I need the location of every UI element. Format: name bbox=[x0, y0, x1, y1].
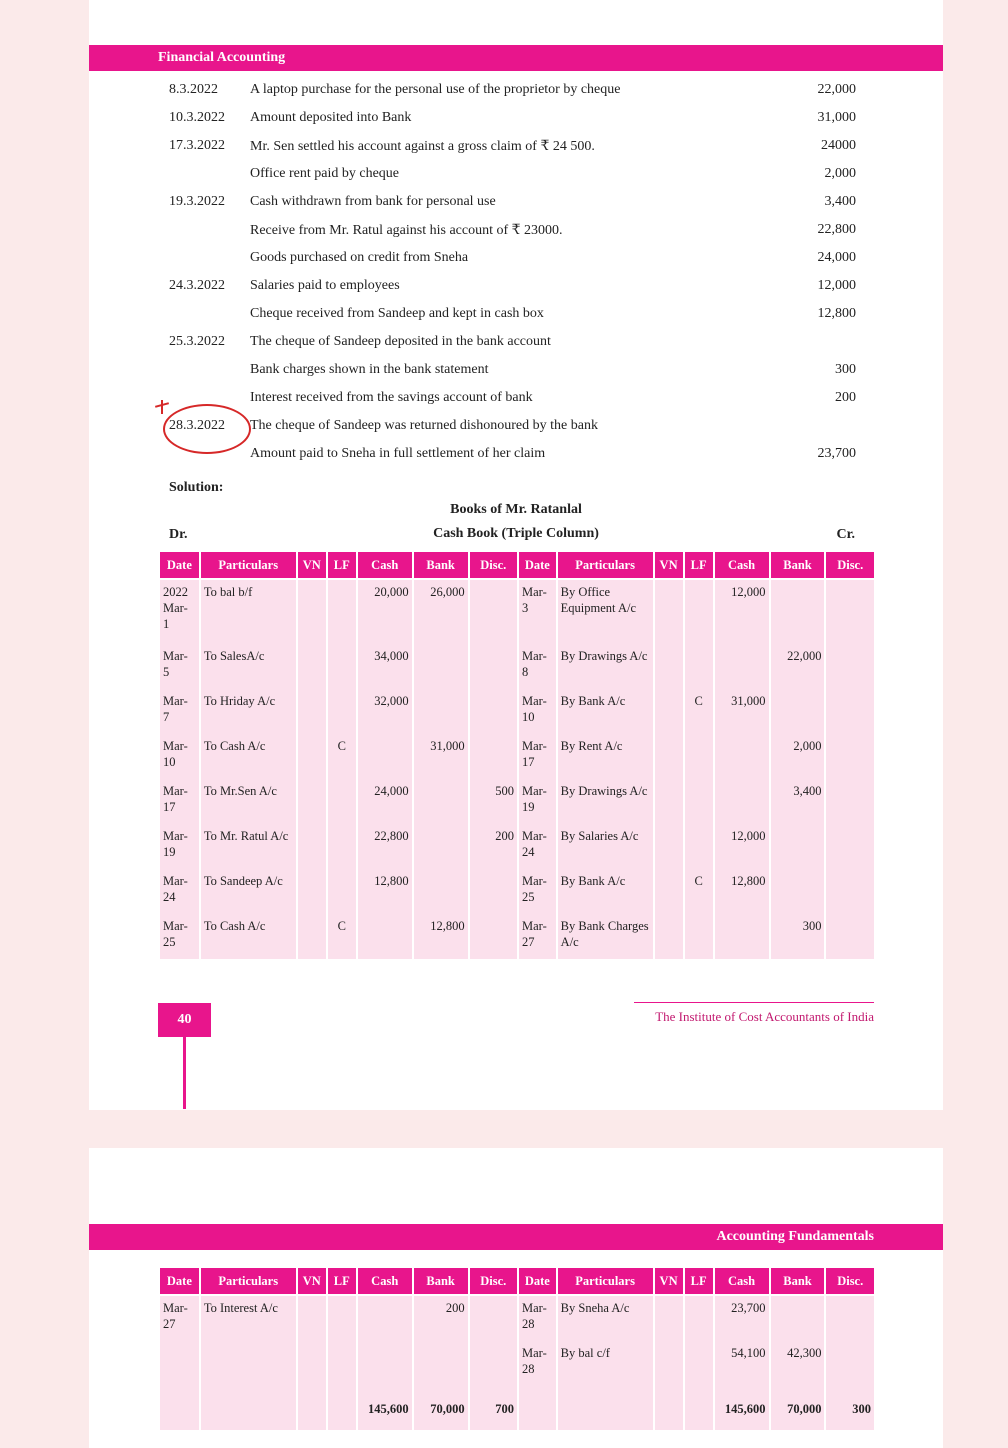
transaction-text: Interest received from the savings account of bank bbox=[250, 390, 533, 405]
transaction-amount: 22,800 bbox=[817, 222, 856, 237]
table-cell: By Sneha A/c bbox=[558, 1296, 653, 1341]
page-number: 40 bbox=[158, 1003, 211, 1037]
table-cell bbox=[298, 1341, 326, 1386]
column-header: Date bbox=[160, 552, 199, 580]
table-cell: Mar- 27 bbox=[519, 914, 556, 959]
table-cell bbox=[655, 1296, 683, 1341]
table-cell: C bbox=[685, 689, 713, 734]
total-cell bbox=[558, 1386, 653, 1430]
transaction-row bbox=[89, 138, 943, 166]
table-cell: Mar- 7 bbox=[160, 689, 199, 734]
total-cell: 700 bbox=[470, 1386, 517, 1430]
table-cell: By Drawings A/c bbox=[558, 644, 653, 689]
table-cell: 300 bbox=[771, 914, 825, 959]
transaction-row bbox=[89, 82, 943, 110]
table-cell bbox=[655, 779, 683, 824]
transaction-amount: 31,000 bbox=[817, 110, 856, 125]
transaction-text: Cash withdrawn from bank for personal use bbox=[250, 194, 496, 209]
transaction-text: Amount paid to Sneha in full settlement of her claim bbox=[250, 446, 546, 461]
transaction-text: Cheque received from Sandeep and kept in cash box bbox=[250, 306, 544, 321]
table-cell bbox=[655, 824, 683, 869]
totals-row bbox=[160, 1386, 874, 1430]
transaction-amount: 2,000 bbox=[824, 166, 856, 181]
table-cell bbox=[715, 734, 769, 779]
transaction-amount: 300 bbox=[835, 362, 856, 377]
table-cell: 200 bbox=[414, 1296, 468, 1341]
column-header: Disc. bbox=[826, 1268, 874, 1296]
table-cell: 3,400 bbox=[771, 779, 825, 824]
column-header: LF bbox=[328, 552, 356, 580]
column-header: Bank bbox=[771, 552, 825, 580]
column-header: Cash bbox=[358, 1268, 412, 1296]
table-cell: Mar- 27 bbox=[160, 1296, 199, 1341]
table-cell: To bal b/f bbox=[201, 580, 296, 644]
table-cell bbox=[655, 644, 683, 689]
column-header: VN bbox=[655, 1268, 683, 1296]
table-cell bbox=[328, 580, 356, 644]
table-cell: Mar- 25 bbox=[160, 914, 199, 959]
total-cell bbox=[328, 1386, 356, 1430]
cash-book-table bbox=[158, 552, 876, 959]
table-cell bbox=[358, 1341, 412, 1386]
page-one bbox=[89, 0, 943, 1110]
table-row bbox=[160, 914, 874, 959]
table-cell: To Mr.Sen A/c bbox=[201, 779, 296, 824]
table-cell: Mar- 8 bbox=[519, 644, 556, 689]
table-cell bbox=[298, 914, 326, 959]
table-cell: 12,800 bbox=[715, 869, 769, 914]
table-cell: By Drawings A/c bbox=[558, 779, 653, 824]
transaction-text: Goods purchased on credit from Sneha bbox=[250, 250, 469, 265]
table-cell bbox=[328, 824, 356, 869]
table-cell: Mar- 24 bbox=[519, 824, 556, 869]
table-cell: By Salaries A/c bbox=[558, 824, 653, 869]
table-cell bbox=[358, 914, 412, 959]
transaction-amount: 24,000 bbox=[817, 250, 856, 265]
table-cell: Mar- 28 bbox=[519, 1296, 556, 1341]
transaction-amount: 22,000 bbox=[817, 82, 856, 97]
page-number-stem bbox=[183, 1037, 186, 1109]
table-cell bbox=[826, 779, 874, 824]
transaction-text: The cheque of Sandeep deposited in the bank account bbox=[250, 334, 551, 349]
table-cell bbox=[685, 824, 713, 869]
table-cell bbox=[771, 1296, 825, 1341]
column-header: Cash bbox=[715, 1268, 769, 1296]
column-header: Date bbox=[519, 1268, 556, 1296]
table-cell: Mar- 17 bbox=[160, 779, 199, 824]
table-cell bbox=[298, 644, 326, 689]
table-cell: 2022 Mar- 1 bbox=[160, 580, 199, 644]
cashbook-title: Cash Book (Triple Column) bbox=[433, 526, 599, 541]
table-row bbox=[160, 1296, 874, 1341]
handwritten-circle-annotation bbox=[163, 404, 251, 454]
table-cell bbox=[685, 734, 713, 779]
column-header: LF bbox=[685, 552, 713, 580]
transaction-amount: 3,400 bbox=[824, 194, 856, 209]
table-cell: 12,800 bbox=[414, 914, 468, 959]
table-cell bbox=[414, 689, 468, 734]
table-cell: 12,000 bbox=[715, 824, 769, 869]
table-row bbox=[160, 644, 874, 689]
table-cell bbox=[826, 580, 874, 644]
table-cell bbox=[685, 914, 713, 959]
table-row bbox=[160, 734, 874, 779]
table-cell bbox=[470, 644, 517, 689]
total-cell bbox=[655, 1386, 683, 1430]
table-cell: 42,300 bbox=[771, 1341, 825, 1386]
table-cell: To Mr. Ratul A/c bbox=[201, 824, 296, 869]
table-cell bbox=[470, 734, 517, 779]
table-cell: 500 bbox=[470, 779, 517, 824]
table-cell: By Rent A/c bbox=[558, 734, 653, 779]
table-cell: 12,800 bbox=[358, 869, 412, 914]
transaction-text: Salaries paid to employees bbox=[250, 278, 400, 293]
table-cell: Mar- 19 bbox=[160, 824, 199, 869]
column-header: VN bbox=[298, 552, 326, 580]
transaction-text: Receive from Mr. Ratul against his account of ₹ 23000. bbox=[250, 223, 563, 238]
transaction-row bbox=[89, 334, 943, 362]
table-cell: Mar- 5 bbox=[160, 644, 199, 689]
table-cell bbox=[685, 644, 713, 689]
books-title: Books of Mr. Ratanlal bbox=[450, 502, 582, 517]
table-cell bbox=[298, 779, 326, 824]
column-header: Cash bbox=[358, 552, 412, 580]
transaction-amount: 23,700 bbox=[817, 446, 856, 461]
table-cell: Mar- 10 bbox=[519, 689, 556, 734]
debit-label: Dr. bbox=[169, 527, 188, 542]
table-cell bbox=[358, 1296, 412, 1341]
column-header: Bank bbox=[414, 1268, 468, 1296]
table-cell bbox=[328, 1341, 356, 1386]
transaction-date: 24.3.2022 bbox=[169, 278, 225, 293]
credit-label: Cr. bbox=[836, 527, 855, 542]
transaction-row bbox=[89, 362, 943, 390]
transaction-date: 17.3.2022 bbox=[169, 138, 225, 153]
page-two bbox=[89, 1148, 943, 1448]
table-cell: 20,000 bbox=[358, 580, 412, 644]
table-cell: 24,000 bbox=[358, 779, 412, 824]
chapter-title: Financial Accounting bbox=[158, 50, 286, 65]
table-cell: 12,000 bbox=[715, 580, 769, 644]
transaction-row bbox=[89, 110, 943, 138]
table-cell bbox=[298, 689, 326, 734]
table-cell: 31,000 bbox=[715, 689, 769, 734]
table-cell bbox=[771, 689, 825, 734]
column-header: Disc. bbox=[470, 552, 517, 580]
total-cell bbox=[160, 1386, 199, 1430]
table-cell bbox=[414, 1341, 468, 1386]
table-cell bbox=[414, 824, 468, 869]
table-cell: By bal c/f bbox=[558, 1341, 653, 1386]
table-cell: 54,100 bbox=[715, 1341, 769, 1386]
handwritten-mark bbox=[161, 400, 163, 414]
table-cell: 23,700 bbox=[715, 1296, 769, 1341]
table-cell bbox=[771, 580, 825, 644]
transaction-amount: 12,800 bbox=[817, 306, 856, 321]
column-header: Particulars bbox=[201, 1268, 296, 1296]
column-header: Particulars bbox=[201, 552, 296, 580]
table-cell bbox=[328, 779, 356, 824]
table-cell: By Bank Charges A/c bbox=[558, 914, 653, 959]
table-row bbox=[160, 580, 874, 644]
table-cell bbox=[655, 689, 683, 734]
table-cell bbox=[328, 644, 356, 689]
table-cell bbox=[655, 914, 683, 959]
table-cell bbox=[771, 869, 825, 914]
table-cell bbox=[414, 644, 468, 689]
table-cell bbox=[470, 580, 517, 644]
table-cell: Mar- 25 bbox=[519, 869, 556, 914]
table-cell bbox=[826, 734, 874, 779]
table-cell bbox=[826, 689, 874, 734]
table-cell: By Bank A/c bbox=[558, 869, 653, 914]
table-cell bbox=[655, 580, 683, 644]
column-header: Bank bbox=[771, 1268, 825, 1296]
chapter-header bbox=[89, 45, 943, 71]
table-cell bbox=[655, 869, 683, 914]
transaction-amount: 24000 bbox=[821, 138, 856, 153]
table-cell: Mar- 17 bbox=[519, 734, 556, 779]
table-cell: To Interest A/c bbox=[201, 1296, 296, 1341]
table-cell: Mar- 28 bbox=[519, 1341, 556, 1386]
table-cell bbox=[414, 869, 468, 914]
column-header: LF bbox=[328, 1268, 356, 1296]
table-cell: C bbox=[328, 734, 356, 779]
table-header-row bbox=[160, 552, 874, 580]
table-cell bbox=[826, 914, 874, 959]
table-cell: To Cash A/c bbox=[201, 734, 296, 779]
table-cell bbox=[298, 580, 326, 644]
table-row bbox=[160, 689, 874, 734]
table-cell: Mar- 3 bbox=[519, 580, 556, 644]
column-header: Particulars bbox=[558, 552, 653, 580]
transaction-text: Office rent paid by cheque bbox=[250, 166, 400, 181]
column-header: Date bbox=[160, 1268, 199, 1296]
table-cell bbox=[328, 689, 356, 734]
table-cell: 32,000 bbox=[358, 689, 412, 734]
transaction-row bbox=[89, 278, 943, 306]
table-cell: Mar- 19 bbox=[519, 779, 556, 824]
table-cell bbox=[470, 1341, 517, 1386]
transaction-amount: 200 bbox=[835, 390, 856, 405]
table-row bbox=[160, 779, 874, 824]
table-cell: 22,800 bbox=[358, 824, 412, 869]
table-row bbox=[160, 869, 874, 914]
table-cell: To SalesA/c bbox=[201, 644, 296, 689]
transaction-amount: 12,000 bbox=[817, 278, 856, 293]
table-cell bbox=[685, 580, 713, 644]
table-cell bbox=[201, 1341, 296, 1386]
table-cell: 2,000 bbox=[771, 734, 825, 779]
table-cell bbox=[470, 869, 517, 914]
table-cell bbox=[826, 824, 874, 869]
table-row bbox=[160, 1341, 874, 1386]
column-header: Cash bbox=[715, 552, 769, 580]
table-cell bbox=[826, 644, 874, 689]
total-cell bbox=[685, 1386, 713, 1430]
column-header: Date bbox=[519, 552, 556, 580]
table-cell bbox=[715, 779, 769, 824]
table-cell bbox=[826, 1341, 874, 1386]
column-header: Bank bbox=[414, 552, 468, 580]
column-header: VN bbox=[298, 1268, 326, 1296]
table-cell: 34,000 bbox=[358, 644, 412, 689]
table-cell bbox=[685, 779, 713, 824]
table-cell: Mar- 24 bbox=[160, 869, 199, 914]
total-cell: 70,000 bbox=[414, 1386, 468, 1430]
table-cell bbox=[470, 689, 517, 734]
transaction-row bbox=[89, 306, 943, 334]
table-cell: 22,000 bbox=[771, 644, 825, 689]
table-cell bbox=[685, 1296, 713, 1341]
table-cell bbox=[771, 824, 825, 869]
transaction-date: 8.3.2022 bbox=[169, 82, 218, 97]
table-cell bbox=[826, 869, 874, 914]
footer-organization: The Institute of Cost Accountants of India bbox=[634, 1002, 874, 1025]
cash-book-table-continued bbox=[158, 1268, 876, 1430]
table-cell: 200 bbox=[470, 824, 517, 869]
table-header-row bbox=[160, 1268, 874, 1296]
column-header: Disc. bbox=[470, 1268, 517, 1296]
table-cell: To Cash A/c bbox=[201, 914, 296, 959]
total-cell: 300 bbox=[826, 1386, 874, 1430]
table-cell: By Bank A/c bbox=[558, 689, 653, 734]
total-cell bbox=[519, 1386, 556, 1430]
table-cell bbox=[470, 914, 517, 959]
table-cell: C bbox=[685, 869, 713, 914]
column-header: VN bbox=[655, 552, 683, 580]
table-cell bbox=[685, 1341, 713, 1386]
column-header: Particulars bbox=[558, 1268, 653, 1296]
transaction-text: Bank charges shown in the bank statement bbox=[250, 362, 489, 377]
table-cell: 31,000 bbox=[414, 734, 468, 779]
table-cell bbox=[298, 824, 326, 869]
transaction-row bbox=[89, 166, 943, 194]
transaction-date: 28.3.2022 bbox=[169, 418, 225, 433]
table-cell bbox=[715, 644, 769, 689]
transaction-date: 19.3.2022 bbox=[169, 194, 225, 209]
table-cell bbox=[414, 779, 468, 824]
table-cell bbox=[328, 1296, 356, 1341]
table-cell bbox=[298, 869, 326, 914]
table-cell bbox=[328, 869, 356, 914]
transaction-text: The cheque of Sandeep was returned dishonoured by the bank bbox=[250, 418, 598, 433]
table-cell bbox=[826, 1296, 874, 1341]
table-cell: To Hriday A/c bbox=[201, 689, 296, 734]
table-cell: To Sandeep A/c bbox=[201, 869, 296, 914]
total-cell bbox=[201, 1386, 296, 1430]
table-cell: C bbox=[328, 914, 356, 959]
chapter-header bbox=[89, 1224, 943, 1250]
transaction-text: Amount deposited into Bank bbox=[250, 110, 412, 125]
total-cell bbox=[298, 1386, 326, 1430]
total-cell: 70,000 bbox=[771, 1386, 825, 1430]
table-cell bbox=[715, 914, 769, 959]
solution-label: Solution: bbox=[169, 480, 224, 495]
table-cell bbox=[470, 1296, 517, 1341]
table-cell: 26,000 bbox=[414, 580, 468, 644]
table-cell bbox=[298, 1296, 326, 1341]
column-header: Disc. bbox=[826, 552, 874, 580]
column-header: LF bbox=[685, 1268, 713, 1296]
table-cell bbox=[358, 734, 412, 779]
table-cell bbox=[655, 1341, 683, 1386]
table-cell bbox=[655, 734, 683, 779]
transaction-text: A laptop purchase for the personal use of the proprietor by cheque bbox=[250, 82, 621, 97]
transaction-row bbox=[89, 250, 943, 278]
transaction-text: Mr. Sen settled his account against a gross claim of ₹ 24 500. bbox=[250, 139, 595, 154]
table-cell: By Office Equipment A/c bbox=[558, 580, 653, 644]
table-cell bbox=[160, 1341, 199, 1386]
table-row bbox=[160, 824, 874, 869]
transaction-row bbox=[89, 222, 943, 250]
total-cell: 145,600 bbox=[358, 1386, 412, 1430]
chapter-title: Accounting Fundamentals bbox=[716, 1229, 874, 1244]
transaction-date: 10.3.2022 bbox=[169, 110, 225, 125]
table-cell: Mar- 10 bbox=[160, 734, 199, 779]
table-cell bbox=[298, 734, 326, 779]
transaction-row bbox=[89, 194, 943, 222]
transaction-date: 25.3.2022 bbox=[169, 334, 225, 349]
total-cell: 145,600 bbox=[715, 1386, 769, 1430]
